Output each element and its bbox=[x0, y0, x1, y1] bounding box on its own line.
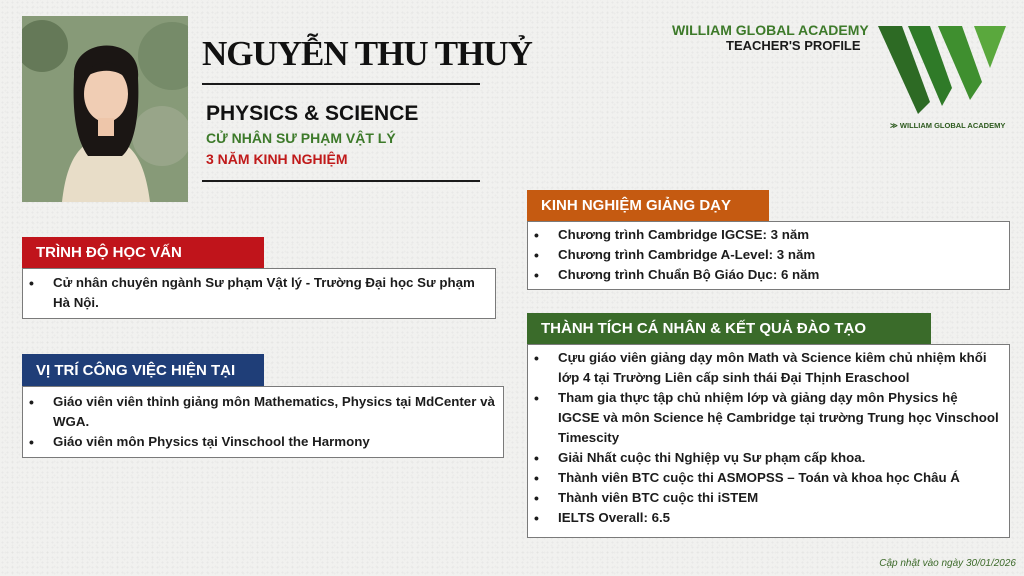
divider bbox=[202, 83, 480, 85]
teacher-photo bbox=[22, 16, 188, 202]
list-item: • Thành viên BTC cuộc thi ASMOPSS – Toán và khoa học Châu Á bbox=[558, 468, 1001, 488]
profile-label: TEACHER'S PROFILE bbox=[726, 38, 861, 53]
list-item: • Cựu giáo viên giảng dạy môn Math và Science kiêm chủ nhiệm khối lớp 4 tại Trường Liên cấp sinh thái Đại Thịnh Eraschool bbox=[558, 348, 1001, 388]
experience-title: KINH NGHIỆM GIẢNG DẠY bbox=[541, 197, 732, 214]
current-position-box bbox=[22, 386, 504, 458]
experience-years: 3 NĂM KINH NGHIỆM bbox=[206, 151, 348, 167]
academy-name: WILLIAM GLOBAL ACADEMY bbox=[672, 22, 869, 38]
teacher-name: NGUYỄN THU THUỶ bbox=[202, 34, 532, 73]
achievements-box bbox=[527, 344, 1010, 538]
divider bbox=[202, 180, 480, 182]
education-box bbox=[22, 268, 496, 319]
achievements-header bbox=[527, 313, 931, 344]
academy-logo bbox=[878, 22, 1006, 118]
list-item: • IELTS Overall: 6.5 bbox=[558, 508, 1001, 528]
list-item: • Chương trình Cambridge IGCSE: 3 năm bbox=[558, 225, 1001, 245]
update-date: Cập nhật vào ngày 30/01/2026 bbox=[879, 558, 1016, 569]
experience-header bbox=[527, 190, 769, 221]
list-item: • Chương trình Chuẩn Bộ Giáo Dục: 6 năm bbox=[558, 265, 1001, 285]
experience-box bbox=[527, 221, 1010, 290]
achievements-title: THÀNH TÍCH CÁ NHÂN & KẾT QUẢ ĐÀO TẠO bbox=[541, 320, 866, 337]
list-item: • Giáo viên môn Physics tại Vinschool the Harmony bbox=[53, 432, 495, 452]
current-position-title: VỊ TRÍ CÔNG VIỆC HIỆN TẠI bbox=[36, 361, 236, 379]
list-item: • Tham gia thực tập chủ nhiệm lớp và giảng dạy môn Physics hệ IGCSE và môn Science hệ Cambridge tại trường Trung học Vinschool Timescity bbox=[558, 388, 1001, 448]
current-position-header bbox=[22, 354, 264, 386]
degree: CỬ NHÂN SƯ PHẠM VẬT LÝ bbox=[206, 130, 396, 146]
education-header bbox=[22, 237, 264, 268]
list-item: • Giáo viên viên thỉnh giảng môn Mathematics, Physics tại MdCenter và WGA. bbox=[53, 392, 495, 432]
subject: PHYSICS & SCIENCE bbox=[206, 102, 419, 125]
list-item: • Chương trình Cambridge A-Level: 3 năm bbox=[558, 245, 1001, 265]
education-title: TRÌNH ĐỘ HỌC VẤN bbox=[36, 244, 182, 261]
list-item: • Thành viên BTC cuộc thi iSTEM bbox=[558, 488, 1001, 508]
logo-caption: ≫ WILLIAM GLOBAL ACADEMY bbox=[890, 121, 1006, 130]
list-item: • Cử nhân chuyên ngành Sư phạm Vật lý - Trường Đại học Sư phạm Hà Nội. bbox=[53, 273, 487, 313]
list-item: • Giải Nhất cuộc thi Nghiệp vụ Sư phạm cấp khoa. bbox=[558, 448, 1001, 468]
